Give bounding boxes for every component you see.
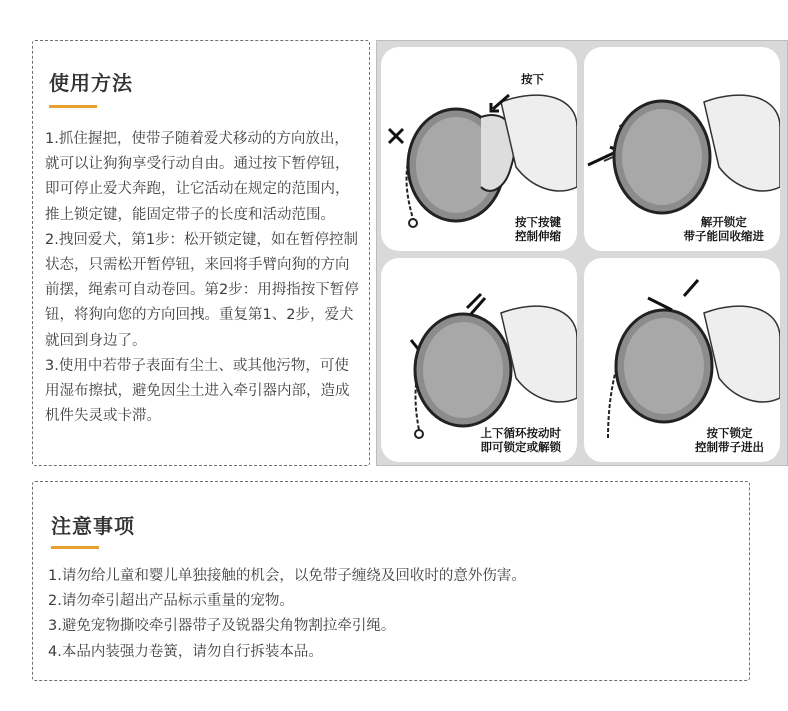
panel-4-caption: 按下锁定 控制带子进出	[695, 426, 764, 454]
usage-paragraph-2: 2.拽回爱犬，第1步：松开锁定键，如在暂停控制状态，只需松开暂停钮，来回将手臂向狗的方向前摆，绳索可自动卷回。第2步：用拇指按下暂停钮，将狗向您的方向回拽。重复第1、2步，爱犬就回到身边了。	[45, 231, 359, 349]
notes-item-3: 3.避免宠物撕咬牵引器带子及锐器尖角物割拉牵引绳。	[48, 618, 396, 635]
notes-item-2: 2.请勿牵引超出产品标示重量的宠物。	[48, 593, 294, 610]
usage-paragraph-1: 1.抓住握把，使带子随着爱犬移动的方向放出，就可以让狗狗享受行动自由。通过按下暂停钮，即可停止爱犬奔跑，让它活动在规定的范围内，推上锁定键，能固定带子的长度和活动范围。	[45, 131, 350, 223]
usage-title: 使用方法	[49, 71, 133, 95]
press-tag: 按下	[521, 72, 544, 86]
notes-title-underline	[51, 546, 99, 549]
notes-section	[32, 481, 750, 681]
notes-item-1: 1.请勿给儿童和婴儿单独接触的机会，以免带子缠绕及回收时的意外伤害。	[48, 568, 526, 584]
panel-1-caption: 按下按键 控制伸缩	[515, 215, 561, 243]
illustration-panel-lock	[584, 258, 780, 462]
usage-title-underline	[49, 105, 97, 108]
usage-paragraph-3: 3.使用中若带子表面有尘土、或其他污物，可使用湿布擦拭，避免因尘土进入牵引器内部，造成机件失灵或卡滞。	[45, 357, 350, 425]
illustration-grid	[376, 40, 788, 466]
notes-list	[48, 564, 738, 665]
notes-item-4: 4.本品内装强力卷簧，请勿自行拆装本品。	[48, 643, 323, 660]
illustration-panel-cycle	[381, 258, 577, 462]
usage-text	[45, 127, 361, 429]
notes-title: 注意事项	[51, 514, 135, 538]
illustration-panel-press	[381, 47, 577, 251]
illustration-panel-unlock	[584, 47, 780, 251]
panel-2-caption: 解开锁定 带子能回收缩进	[683, 215, 764, 243]
panel-3-caption: 上下循环按动时 即可锁定或解锁	[480, 426, 561, 454]
usage-section	[32, 40, 370, 466]
